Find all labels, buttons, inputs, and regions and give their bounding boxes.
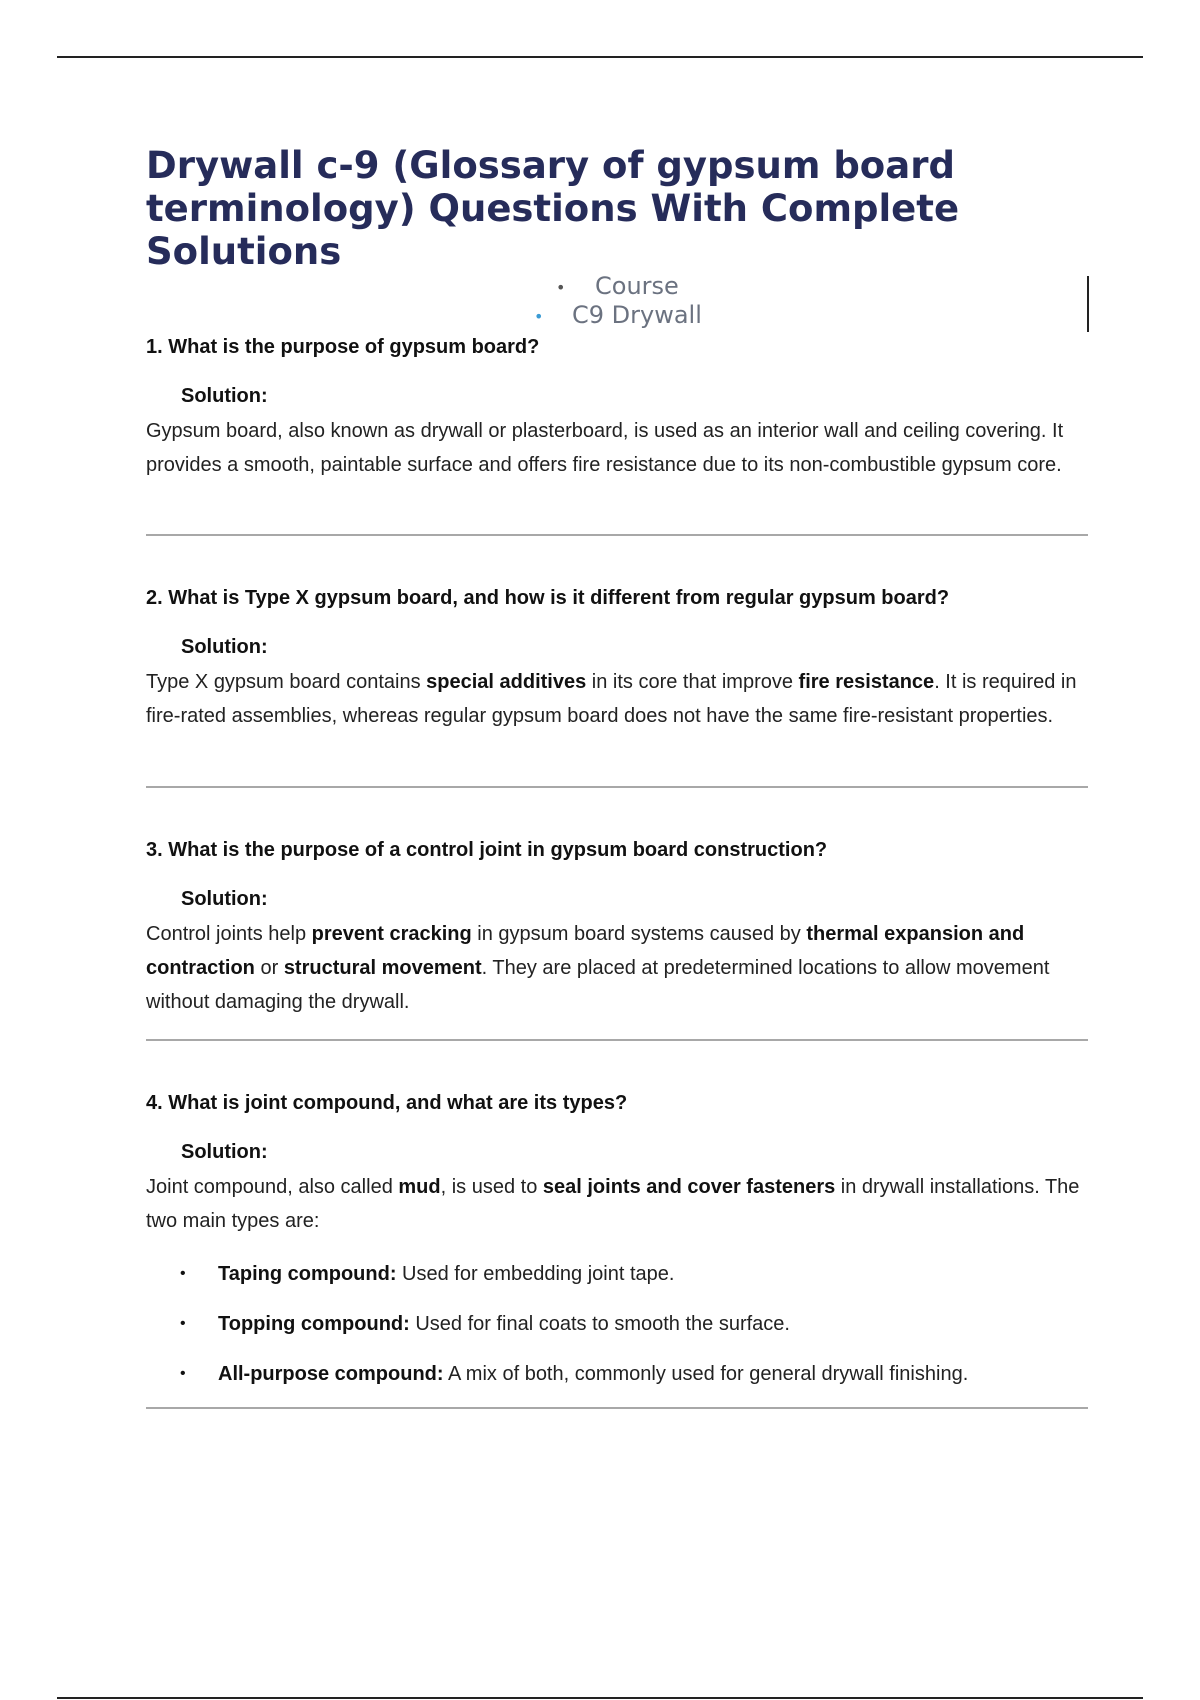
meta-course-name-line [0, 301, 1200, 330]
list-item-desc: Used for final coats to smooth the surface. [409, 1313, 790, 1335]
list-item-term: All-purpose compound: [218, 1363, 444, 1385]
qa-block-1 [146, 333, 1088, 482]
qa-block-4 [146, 1089, 1088, 1388]
document-title: Drywall c-9 (Glossary of gypsum board terminology) Questions With Complete Solutions [146, 144, 960, 273]
qa-block-3 [146, 836, 1088, 1019]
header-divider [57, 56, 1143, 58]
question-heading: 1. What is the purpose of gypsum board? [146, 336, 540, 358]
bullet-icon: • [180, 1265, 186, 1282]
question-heading: 2. What is Type X gypsum board, and how is it different from regular gypsum board? [146, 587, 950, 609]
answer-text-run: in drywall installations. The two main types are: [146, 1176, 1080, 1232]
answer-text-run: Type X gypsum board contains [146, 671, 427, 693]
emphasis-text: mud [398, 1176, 441, 1198]
meta-course-line [0, 272, 1200, 301]
bullet-icon: • [180, 1365, 186, 1382]
compound-types-list [146, 1260, 1088, 1388]
list-item [146, 1360, 1088, 1388]
qa-block-2 [146, 584, 1088, 733]
section-divider [146, 786, 1088, 788]
list-item [146, 1310, 1088, 1338]
emphasis-text: special additives [426, 671, 587, 693]
list-item-desc: Used for embedding joint tape. [396, 1263, 675, 1285]
emphasis-text: structural movement [283, 957, 482, 979]
section-divider [146, 534, 1088, 536]
list-item-desc: A mix of both, commonly used for general drywall finishing. [443, 1363, 969, 1385]
meta-course-label: Course [595, 272, 679, 300]
answer-text-run: Joint compound, also called [146, 1176, 399, 1198]
list-item [146, 1260, 1088, 1288]
document-meta [0, 272, 1200, 330]
text-cursor-bar [1087, 276, 1089, 332]
footer-divider [57, 1697, 1143, 1699]
answer-text-run: in its core that improve [586, 671, 799, 693]
question-heading: 3. What is the purpose of a control joint in gypsum board construction? [146, 839, 828, 861]
question-heading: 4. What is joint compound, and what are its types? [146, 1092, 628, 1114]
answer-text-run: Control joints help [146, 923, 312, 945]
solution-label: Solution: [181, 385, 268, 407]
solution-text [146, 414, 1088, 482]
answer-text-run: . It is required in fire-rated assemblies, whereas regular gypsum board does not have the same fire-resistant properties. [146, 671, 1077, 727]
solution-label: Solution: [181, 888, 268, 910]
answer-text-run: in gypsum board systems caused by [471, 923, 807, 945]
emphasis-text: fire resistance [798, 671, 935, 693]
solution-text [146, 1170, 1088, 1238]
solution-label: Solution: [181, 1141, 268, 1163]
section-divider [146, 1407, 1088, 1409]
solution-text [146, 665, 1088, 733]
answer-text-run: . They are placed at predetermined locations to allow movement without damaging the drywall. [146, 957, 1050, 1013]
emphasis-text: thermal expansion and contraction [146, 923, 1025, 979]
bullet-icon: • [180, 1315, 186, 1332]
answer-text-run: Gypsum board, also known as drywall or plasterboard, is used as an interior wall and ceiling covering. It provides a smooth, paintable surface and offers fire resistance due to its non-combustible gypsum core. [146, 420, 1064, 476]
bullet-icon: • [556, 278, 566, 297]
emphasis-text: prevent cracking [311, 923, 472, 945]
list-item-term: Taping compound: [218, 1263, 397, 1285]
bullet-icon: • [534, 307, 544, 326]
solution-text [146, 917, 1088, 1019]
meta-course-name[interactable]: C9 Drywall [572, 301, 702, 329]
solution-label: Solution: [181, 636, 268, 658]
answer-text-run: , is used to [440, 1176, 543, 1198]
list-item-term: Topping compound: [218, 1313, 410, 1335]
section-divider [146, 1039, 1088, 1041]
answer-text-run: or [254, 957, 284, 979]
emphasis-text: seal joints and cover fasteners [542, 1176, 836, 1198]
